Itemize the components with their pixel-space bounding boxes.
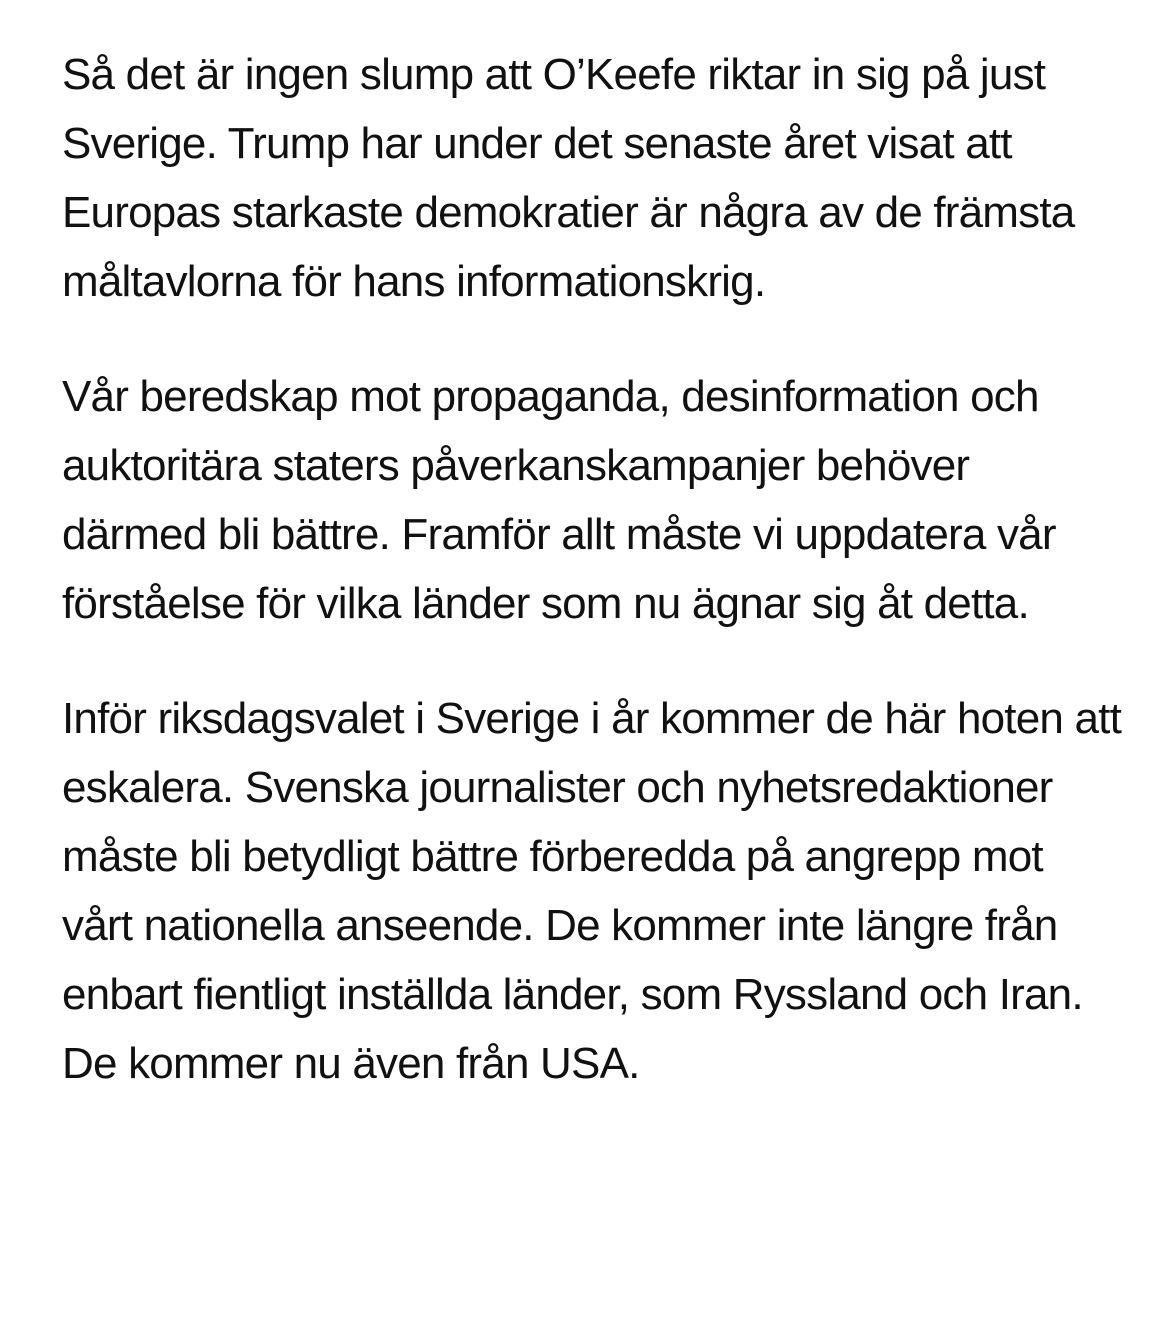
article-paragraph-1: Så det är ingen slump att O’Keefe riktar in sig på just Sverige. Trump har under det senaste året visat att Europas starkaste demokratier är några av de främsta måltavlorna för hans informationskrig.	[62, 50, 1075, 306]
article-paragraph-2: Vår beredskap mot propaganda, desinformation och auktoritära staters påverkanskampanjer behöver därmed bli bättre. Framför allt måste vi uppdatera vår förståelse för vilka länder som nu ägnar sig åt detta.	[62, 372, 1056, 628]
article-body	[62, 40, 1122, 1098]
article-paragraph-3: Inför riksdagsvalet i Sverige i år kommer de här hoten att eskalera. Svenska journalister och nyhetsredaktioner måste bli betydligt bättre förberedda på angrepp mot vårt nationella anseende. De kommer inte längre från enbart fientligt inställda länder, som Ryssland och Iran. De kommer nu även från USA.	[62, 694, 1121, 1088]
